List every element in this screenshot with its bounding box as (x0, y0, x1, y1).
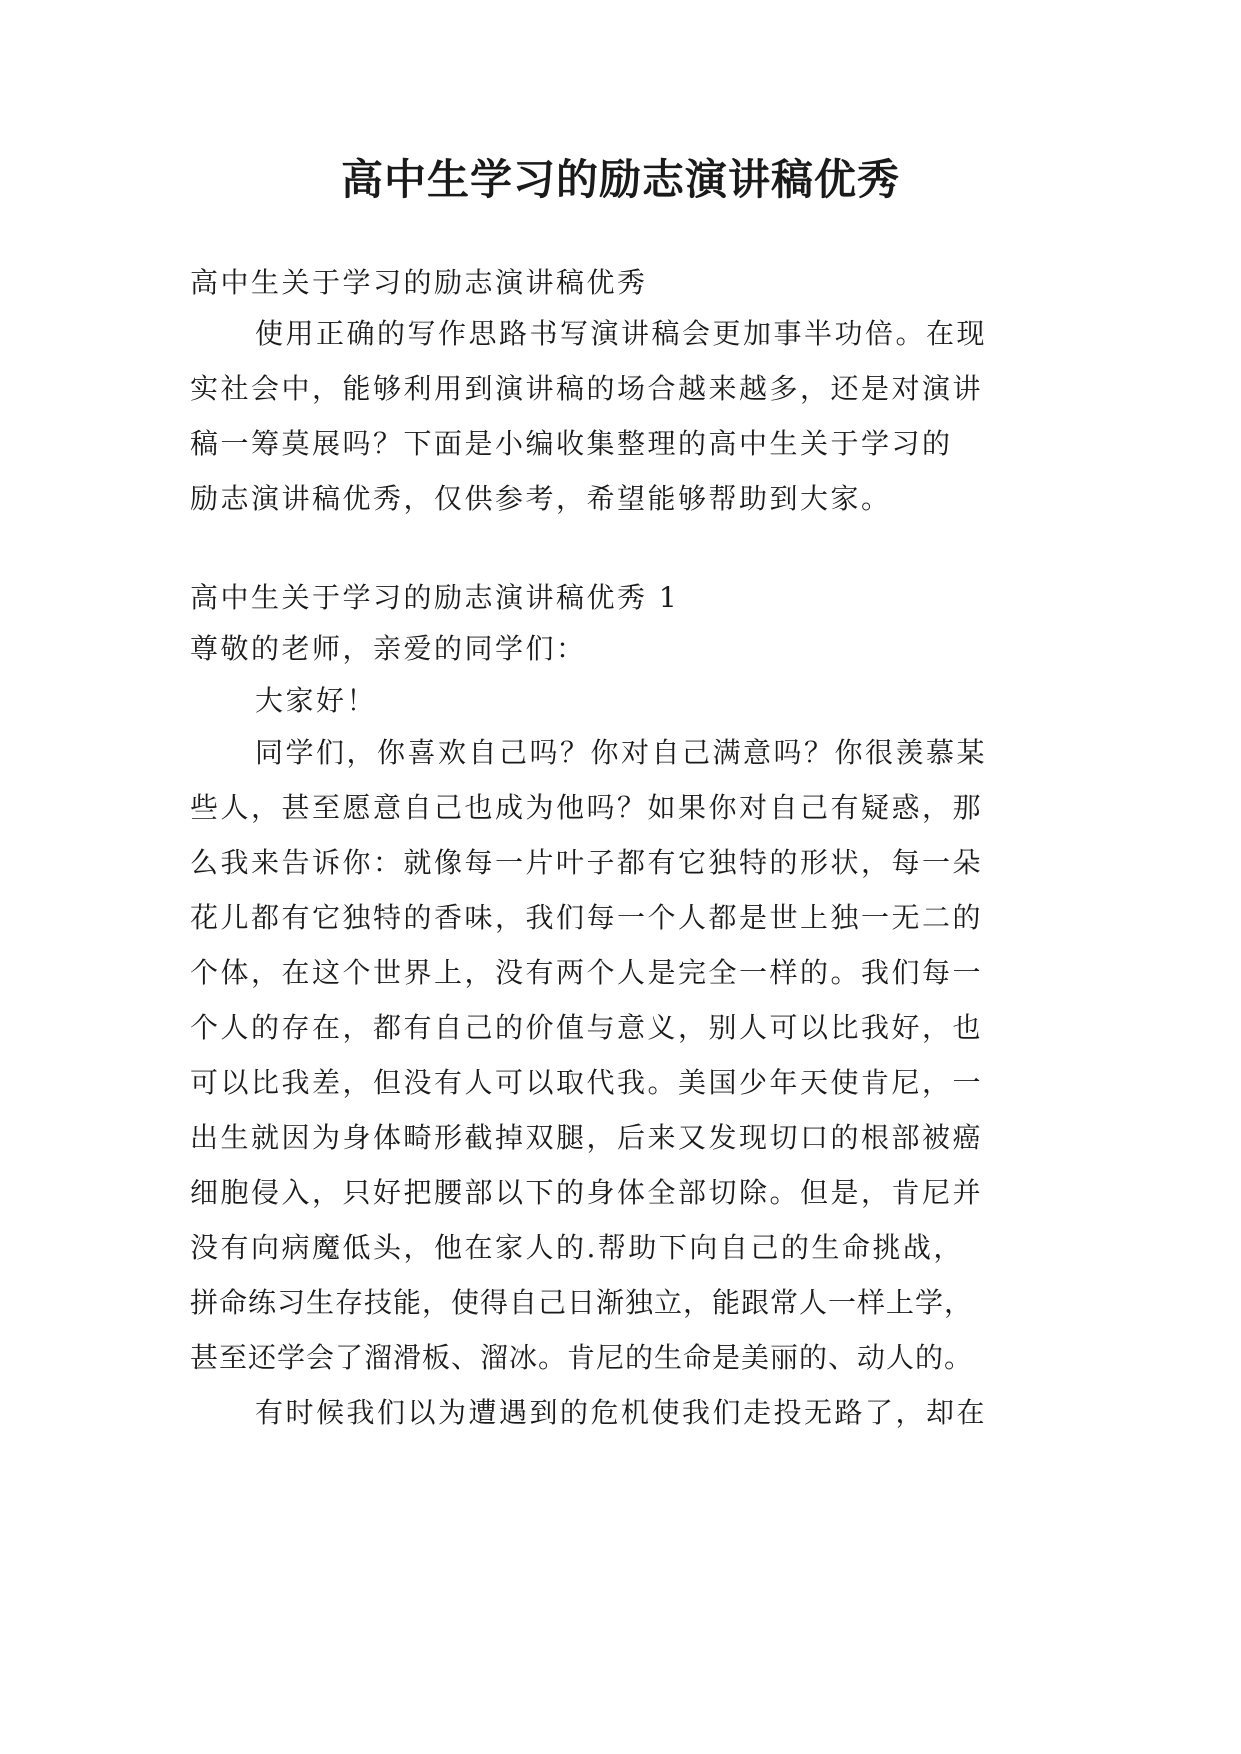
section-heading: 高中生关于学习的励志演讲稿优秀 1 (190, 581, 680, 614)
document-title: 高中生学习的励志演讲稿优秀 (340, 155, 900, 204)
body-line: 出生就因为身体畸形截掉双腿，后来又发现切口的根部被癌 (190, 1121, 984, 1154)
body-line: 同学们，你喜欢自己吗？你对自己满意吗？你很羡慕某 (255, 736, 988, 769)
body-line: 么我来告诉你：就像每一片叶子都有它独特的形状，每一朵 (190, 846, 984, 879)
intro-line: 实社会中，能够利用到演讲稿的场合越来越多，还是对演讲 (190, 372, 984, 405)
intro-line: 使用正确的写作思路书写演讲稿会更加事半功倍。在现 (255, 317, 988, 350)
greeting: 大家好！ (255, 684, 378, 717)
body-line: 有时候我们以为遭遇到的危机使我们走投无路了，却在 (255, 1396, 988, 1429)
intro-line: 稿一筹莫展吗？下面是小编收集整理的高中生关于学习的 (190, 427, 953, 460)
body-line: 花儿都有它独特的香味，我们每一个人都是世上独一无二的 (190, 901, 984, 934)
subtitle: 高中生关于学习的励志演讲稿优秀 (190, 266, 648, 299)
body-line: 些人，甚至愿意自己也成为他吗？如果你对自己有疑惑，那 (190, 791, 984, 824)
body-line: 没有向病魔低头，他在家人的.帮助下向自己的生命挑战， (190, 1231, 964, 1264)
body-line: 拼命练习生存技能，使得自己日渐独立，能跟常人一样上学， (190, 1286, 974, 1319)
salutation: 尊敬的老师，亲爱的同学们： (190, 632, 587, 665)
body-line: 可以比我差，但没有人可以取代我。美国少年天使肯尼，一 (190, 1066, 984, 1099)
body-line: 个人的存在，都有自己的价值与意义，别人可以比我好，也 (190, 1011, 984, 1044)
body-line: 个体，在这个世界上，没有两个人是完全一样的。我们每一 (190, 956, 984, 989)
body-line: 细胞侵入，只好把腰部以下的身体全部切除。但是，肯尼并 (190, 1176, 984, 1209)
intro-line: 励志演讲稿优秀，仅供参考，希望能够帮助到大家。 (190, 482, 892, 515)
body-line: 甚至还学会了溜滑板、溜冰。肯尼的生命是美丽的、动人的。 (190, 1341, 974, 1374)
